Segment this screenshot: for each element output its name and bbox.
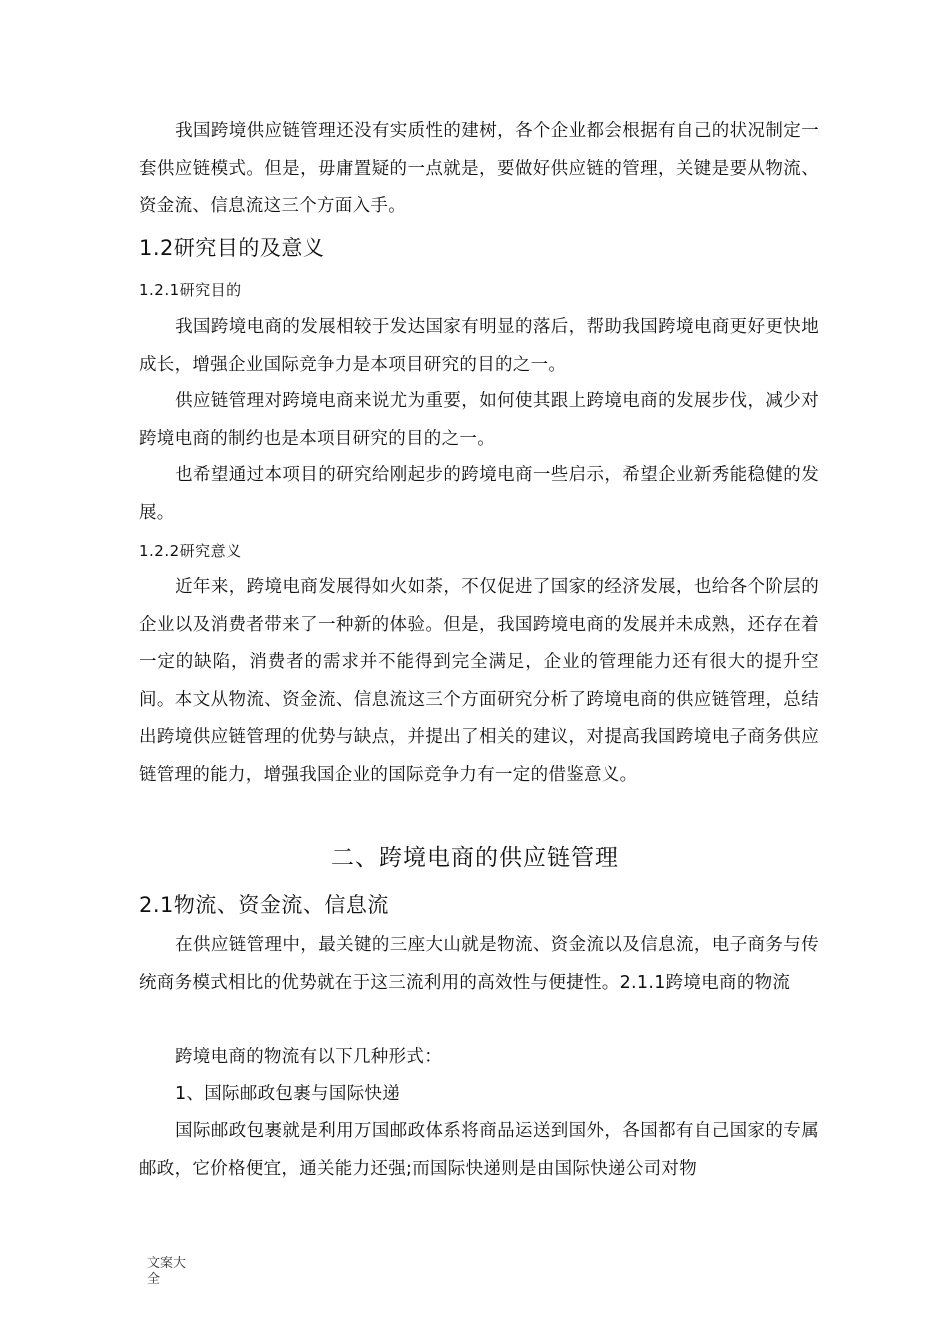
paragraph-logistics-forms: 跨境电商的物流有以下几种形式：	[175, 1047, 442, 1067]
page-footer-text: 文案大全	[147, 1256, 187, 1287]
paragraph-three-flows: 在供应链管理中，最关键的三座大山就是物流、资金流以及信息流，电子商务与传统商务模式相比的优势就在于这三流利用的高效性与便捷性。2.1.1跨境电商的物流	[139, 935, 819, 993]
chapter-heading-2: 二、跨境电商的供应链管理	[331, 845, 619, 871]
paragraph-significance: 近年来，跨境电商发展得如火如荼，不仅促进了国家的经济发展，也给各个阶层的企业以及消费者带来了一种新的体验。但是，我国跨境电商的发展并未成熟，还存在着一定的缺陷，消费者的需求并不能得到完全满足，企业的管理能力还有很大的提升空间。本文从物流、资金流、信息流这三个方面研究分析了跨境电商的供应链管理，总结出跨境供应链管理的优势与缺点，并提出了相关的建议，对提高我国跨境电子商务供应链管理的能力，增强我国企业的国际竞争力有一定的借鉴意义。	[139, 577, 819, 785]
section-heading-2-1: 2.1物流、资金流、信息流	[139, 893, 389, 917]
subsection-heading-1-2-1: 1.2.1研究目的	[139, 281, 242, 299]
paragraph-purpose-1: 我国跨境电商的发展相较于发达国家有明显的落后，帮助我国跨境电商更好更快地成长，增强企业国际竞争力是本项目研究的目的之一。	[139, 317, 819, 375]
section-heading-1-2: 1.2研究目的及意义	[139, 236, 325, 260]
paragraph-purpose-2: 供应链管理对跨境电商来说尤为重要，如何使其跟上跨境电商的发展步伐，减少对跨境电商的制约也是本项目研究的目的之一。	[139, 391, 819, 449]
paragraph-postal-parcel: 国际邮政包裹就是利用万国邮政体系将商品运送到国外，各国都有自己国家的专属邮政，它价格便宜，通关能力还强;而国际快递则是由国际快递公司对物	[139, 1121, 819, 1179]
subsection-heading-1-2-2: 1.2.2研究意义	[139, 542, 242, 560]
paragraph-purpose-3: 也希望通过本项目的研究给刚起步的跨境电商一些启示，希望企业新秀能稳健的发展。	[139, 465, 819, 523]
paragraph-supply-chain-intro: 我国跨境供应链管理还没有实质性的建树，各个企业都会根据有自己的状况制定一套供应链模式。但是，毋庸置疑的一点就是，要做好供应链的管理，关键是要从物流、资金流、信息流这三个方面入手。	[139, 121, 819, 216]
list-item-postal-express: 1、国际邮政包裹与国际快递	[175, 1084, 401, 1104]
